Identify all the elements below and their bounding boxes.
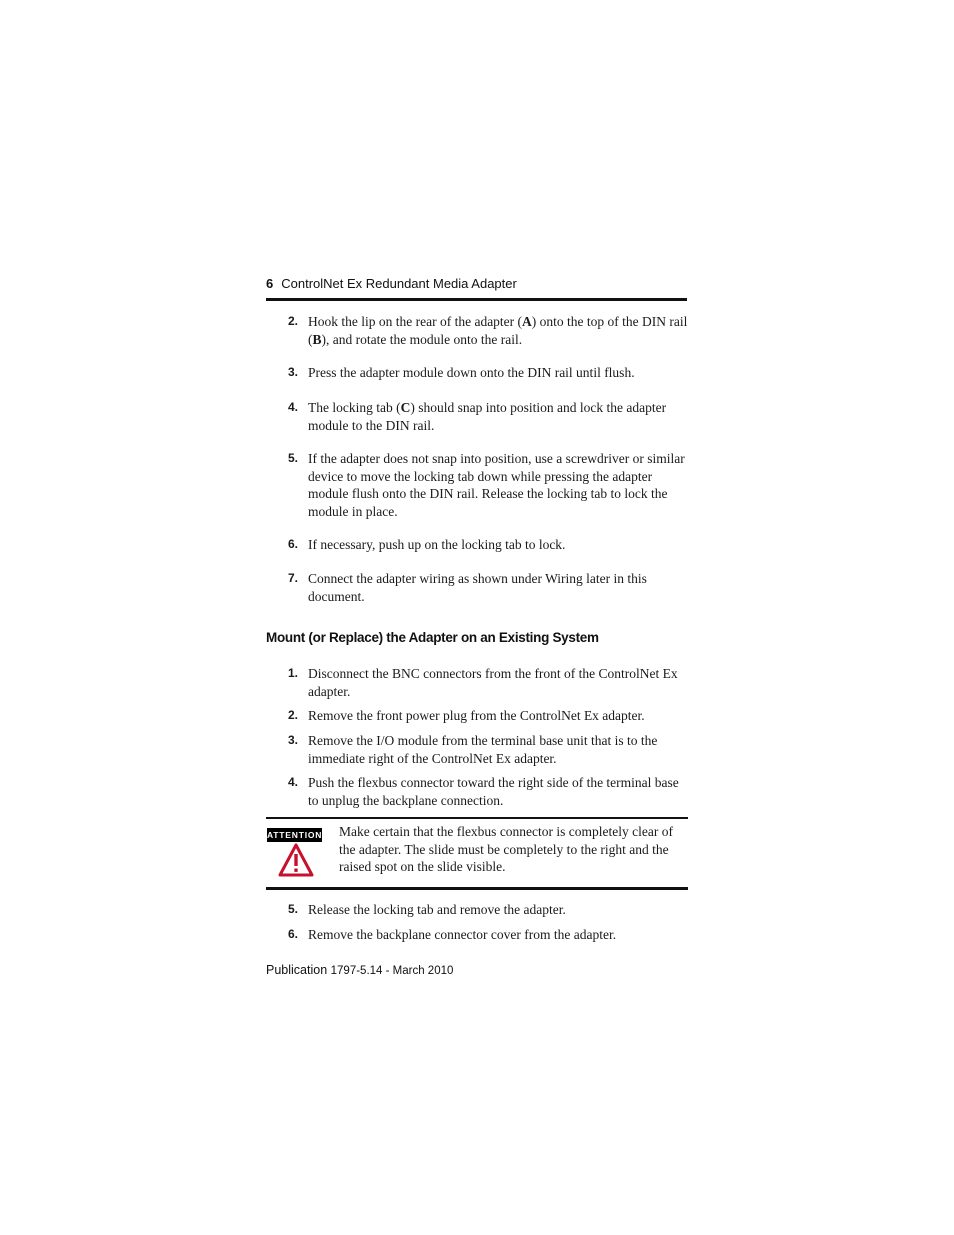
callout-letter: B bbox=[312, 331, 322, 347]
step-item bbox=[288, 774, 688, 809]
page-number: 6 bbox=[266, 276, 274, 291]
step-number: 4. bbox=[288, 775, 299, 789]
step-text: If necessary, push up on the locking tab to lock. bbox=[308, 537, 566, 552]
warning-triangle-icon bbox=[278, 843, 314, 877]
step-number: 2. bbox=[288, 708, 299, 722]
step-number: 2. bbox=[288, 314, 299, 328]
step-item bbox=[288, 732, 688, 767]
step-number: 5. bbox=[288, 451, 299, 465]
step-text: Push the flexbus connector toward the right side of the terminal base to unplug the backplane connection. bbox=[308, 775, 679, 808]
step-item bbox=[288, 901, 688, 919]
step-text: Connect the adapter wiring as shown under Wiring later in this document. bbox=[308, 571, 647, 604]
publication-number: 1797-5.14 - March 2010 bbox=[330, 965, 454, 977]
callout-letter: A bbox=[522, 314, 532, 329]
step-item bbox=[288, 536, 688, 554]
step-item bbox=[288, 707, 688, 725]
page-header bbox=[266, 274, 686, 294]
step-text: Release the locking tab and remove the adapter. bbox=[308, 902, 566, 917]
step-item bbox=[288, 450, 688, 520]
step-number: 6. bbox=[288, 927, 299, 941]
step-text: Disconnect the BNC connectors from the front of the ControlNet Ex adapter. bbox=[308, 666, 678, 699]
step-number: 3. bbox=[288, 733, 299, 747]
step-number: 4. bbox=[288, 400, 299, 414]
step-text: Remove the front power plug from the ControlNet Ex adapter. bbox=[308, 708, 645, 723]
step-text: Remove the backplane connector cover from the adapter. bbox=[308, 927, 617, 942]
page-footer bbox=[266, 960, 686, 981]
step-number: 5. bbox=[288, 902, 299, 916]
step-number: 1. bbox=[288, 666, 299, 680]
header-rule bbox=[266, 298, 687, 301]
footer-label: Publication bbox=[266, 963, 328, 977]
step-item bbox=[288, 665, 688, 700]
step-number: 3. bbox=[288, 365, 299, 379]
header-title: ControlNet Ex Redundant Media Adapter bbox=[281, 276, 517, 291]
section-heading: Mount (or Replace) the Adapter on an Existing System bbox=[266, 630, 599, 645]
step-number: 7. bbox=[288, 571, 299, 585]
step-text: The locking tab (C) should snap into position and lock the adapter module to the DIN rail. bbox=[308, 400, 667, 433]
step-item bbox=[288, 364, 688, 382]
step-item bbox=[288, 926, 688, 944]
step-item bbox=[288, 399, 688, 434]
step-text: Remove the I/O module from the terminal base unit that is to the immediate right of the ControlNet Ex adapter. bbox=[308, 733, 658, 766]
step-text: If the adapter does not snap into position, use a screwdriver or similar device to move the locking tab down while pressing the adapter module flush onto the DIN rail. Release the locking tab to lock the module in place. bbox=[308, 451, 685, 519]
step-text: Press the adapter module down onto the DIN rail until flush. bbox=[308, 365, 635, 380]
step-text: Hook the lip on the rear of the adapter (A) onto the top of the DIN rail (B), and rotate the module onto the rail. bbox=[308, 314, 688, 347]
step-number: 6. bbox=[288, 537, 299, 551]
attention-text: Make certain that the flexbus connector is completely clear of the adapter. The slide must be completely to the right and the raised spot on the slide visible. bbox=[339, 824, 673, 874]
attention-box bbox=[266, 817, 688, 890]
step-item bbox=[288, 570, 688, 605]
callout-letter: C bbox=[400, 400, 411, 415]
attention-label: ATTENTION bbox=[267, 830, 323, 840]
step-item bbox=[288, 313, 688, 348]
